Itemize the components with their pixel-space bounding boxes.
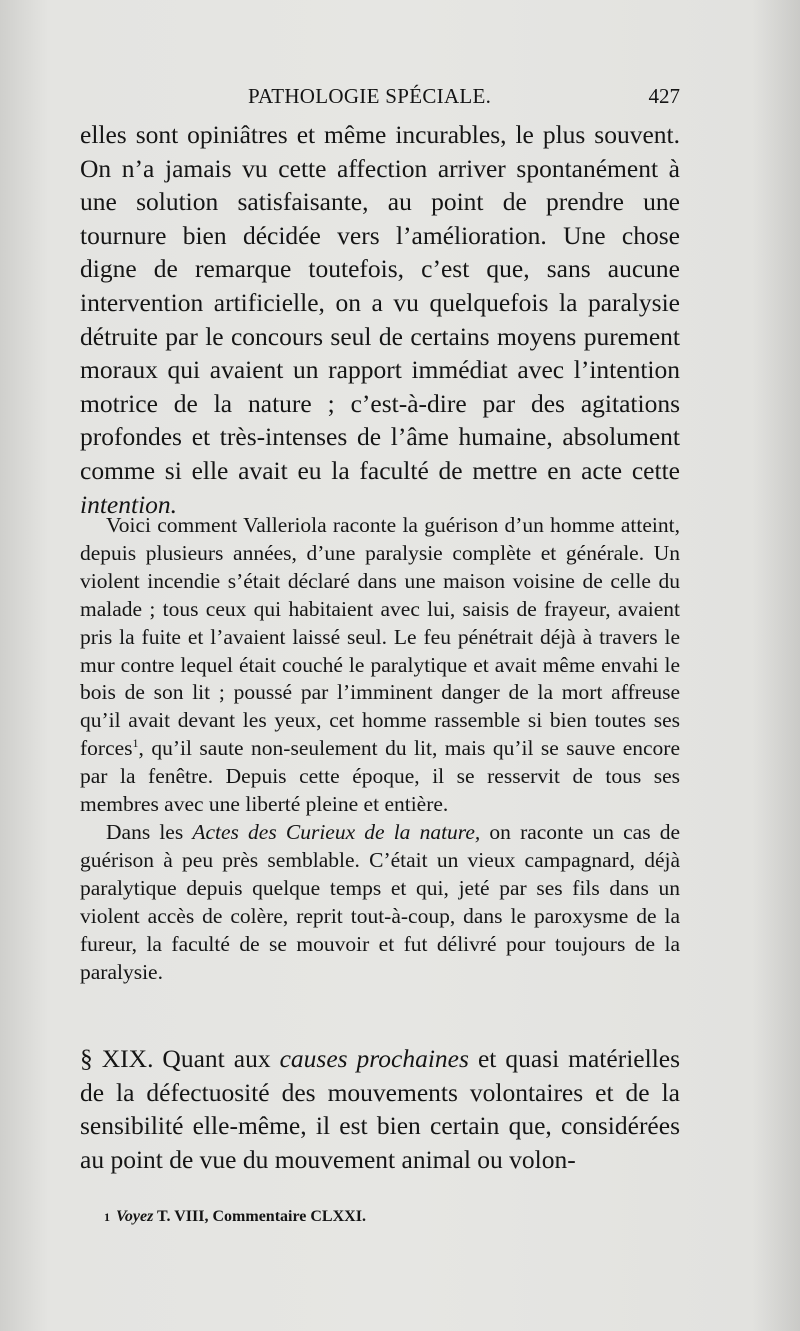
paragraph-text: Voici comment Valleriola raconte la guérison d’un homme atteint, depuis plusieurs années, d’une paralysie complète et générale. Un violent incendie s’était déclaré dans une maison voisine de celle du malade ; tous ceux qui habitaient avec lui, saisis de frayeur, avaient pris la fuite et l’avaient laissé seul. Le feu pénétrait déjà à travers le mur contre lequel était couché le paralytique et avait même envahi le bois de son lit ; poussé par l’imminent danger de la mort affreuse qu’il avait devant les yeux, cet homme rassemble si bien toutes ses forces xyxy=(80,513,680,761)
paragraph-text: , qu’il saute non-seulement du lit, mais qu’il se sauve encore par la fenêtre. Depuis cette époque, il se resservit de tous ses membres avec une liberté pleine et entière. xyxy=(80,736,680,817)
footnote-text: T. VIII, Commentaire CLXXI. xyxy=(157,1208,366,1225)
running-head: PATHOLOGIE SPÉCIALE. xyxy=(248,84,492,108)
section-xix xyxy=(80,1042,680,1176)
paragraph-text: on raconte un cas de guérison à peu près semblable. C’était un vieux campagnard, déjà paralytique depuis quelque temps et qui, jeté par ses fils dans un violent accès de colère, reprit tout-à-coup, dans le paroxysme de la fureur, la faculté de se mouvoir et fut délivré pour toujours de la paralysie. xyxy=(80,819,680,984)
footnote-italic: Voyez xyxy=(116,1208,154,1225)
paragraph-curieux xyxy=(80,819,680,986)
paragraph-text: Dans les xyxy=(106,819,184,844)
paragraph-text: et quasi matérielles de la défectuosité des mouvements volontaires et de la sensibilité elle-même, il est bien certain que, considérées au point de vue du mouvement animal ou volon- xyxy=(80,1044,681,1174)
italic-text: causes prochaines xyxy=(279,1044,469,1073)
footnote-reference: 1 xyxy=(132,736,139,751)
section-heading-text: § XIX. Quant aux xyxy=(80,1044,271,1073)
paragraph-valleriola xyxy=(80,512,680,819)
italic-text: Actes des Curieux de la nature, xyxy=(192,819,481,844)
italic-text: intention. xyxy=(80,489,178,519)
page-header xyxy=(80,84,680,114)
footnote-mark: 1 xyxy=(104,1210,110,1224)
paragraph-text: elles sont opiniâtres et même incurables, le plus souvent. On n’a jamais vu cette affection arriver spontanément à une solution satisfaisante, au point de prendre une tournure bien décidée vers l’amélioration. Une chose digne de remarque toutefois, c’est que, sans aucune intervention artificielle, on a vu quelquefois la paralysie détruite par le concours seul de certains moyens purement moraux qui avaient un rapport immédiat avec l’intention motrice de la nature ; c’est-à-dire par des agitations profondes et très-intenses de l’âme humaine, absolument comme si elle avait eu la faculté de mettre en acte cette xyxy=(80,120,680,485)
small-print-section xyxy=(80,512,680,986)
footnote xyxy=(104,1208,366,1226)
page-number: 427 xyxy=(648,84,680,108)
paragraph-opening xyxy=(80,118,680,521)
